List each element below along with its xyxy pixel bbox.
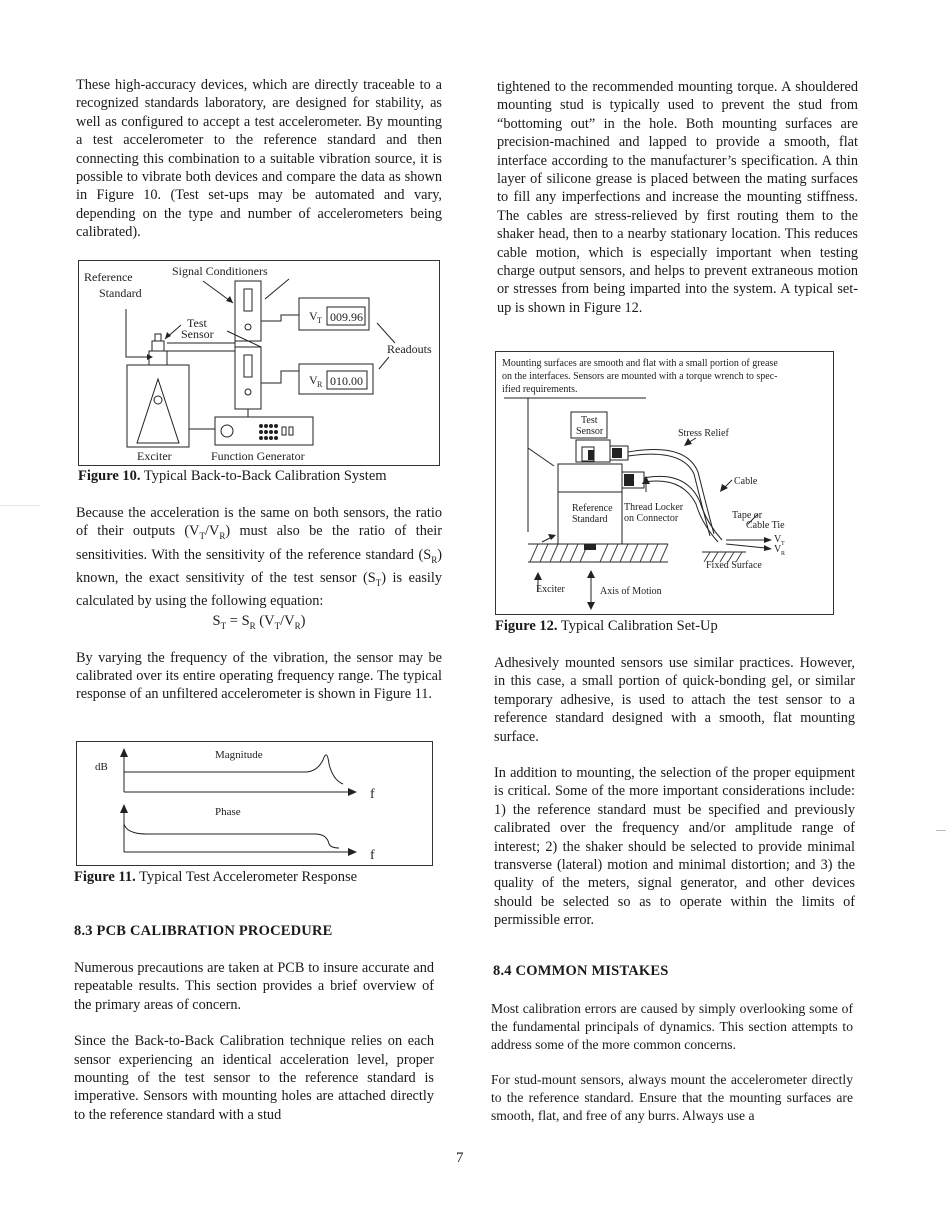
cable-label: Cable bbox=[734, 476, 758, 487]
right-column bbox=[497, 78, 858, 317]
phase-label: Phase bbox=[215, 806, 241, 818]
axis-of-motion-label: Axis of Motion bbox=[600, 586, 662, 597]
response-graph bbox=[77, 742, 432, 865]
paragraph-ratio: Because the acceleration is the same on both sensors, the ratio of their outputs $(V_T/V_R)$ must also be the ratio of their sensitivities. With the sensitivity of the reference standard $(S_R)$ known, the exact sensitivity of the test sensor $(S_T)$ is easily calculated by using the following equation: bbox=[76, 505, 442, 610]
signal-conditioners-label: Signal Conditioners bbox=[172, 264, 268, 278]
left-column-middle bbox=[76, 504, 442, 704]
left-column bbox=[76, 76, 442, 242]
paragraph-adhesive: Adhesively mounted sensors use similar practices. However, in this case, a small portion of quick-bonding gel, or similar temporary adhesive, is used to attach the test sensor to a reference standard designed with a smooth, flat mounting surface. bbox=[494, 655, 855, 745]
figure-11-caption: Figure 11. Typical Test Accelerometer Response bbox=[74, 869, 358, 885]
f-axis-label-1: f bbox=[370, 787, 375, 802]
paragraph-equipment: In addition to mounting, the selection of the proper equipment is critical. Some of the more important considerations include: 1) the reference standard must be specified and previously calibrated over the frequency and/or amplitude range of interest; 2) the shaker should be selected to provide minimal transverse (lateral) motion and minimal distortion; and 3) the quality of the meters, signal generator, and other devices should be selected so as to operate within the limits of permissible error. bbox=[494, 765, 855, 929]
paragraph-mounting: tightened to the recommended mounting torque. A shouldered mounting stud is typically used to prevent the stud from “bottoming out” in the hole. Both mounting surfaces are precision-machined and lapped to provide a smooth, flat interface according to the manufacturer’s specification. A thin layer of silicone grease is placed between the mating surfaces to fill any imperfections and increase the mounting stiffness. The cables are stress-relieved by first routing them to the shaker head, then to a nearby stationary location. This reduces cable motion, which is especially important when testing charge output sensors, and helps to prevent extraneous motion or stresses from being imparted into the system. A typical set-up is shown in Figure 12. bbox=[497, 79, 858, 316]
paragraph-stud-mount: For stud-mount sensors, always mount the accelerometer directly to the reference standard. Ensure that the mounting surfaces are smooth, flat, and free of any burrs. Always use a bbox=[491, 1072, 853, 1123]
figure-12-caption: Figure 12. Typical Calibration Set-Up bbox=[495, 618, 718, 634]
left-column-bottom bbox=[74, 959, 434, 1124]
fig12-vr-label: V bbox=[774, 544, 782, 555]
on-connector-label: on Connector bbox=[624, 513, 679, 524]
scan-edge-mark bbox=[936, 830, 946, 831]
figure-12-diagram bbox=[495, 351, 834, 615]
test-label: Test bbox=[187, 316, 207, 330]
paragraph-frequency: By varying the frequency of the vibration, the sensor may be calibrated over its entire operating frequency range. The typical response of an unfiltered accelerometer is shown in Figure 11. bbox=[76, 649, 442, 703]
fig12-vt-label: V bbox=[774, 534, 782, 545]
paragraph-precautions: Numerous precautions are taken at PCB to insure accurate and repeatable results. This section provides a brief overview of the primary areas of concern. bbox=[74, 960, 434, 1013]
vt-sub: T bbox=[317, 316, 322, 325]
section-heading-8-3: 8.3 PCB CALIBRATION PROCEDURE bbox=[74, 923, 333, 939]
tape-or-label: Tape or bbox=[732, 510, 763, 521]
page-number: 7 bbox=[456, 1150, 464, 1166]
figure-10-diagram bbox=[78, 260, 440, 466]
section-heading-8-4: 8.4 COMMON MISTAKES bbox=[493, 963, 669, 979]
standard-label: Standard bbox=[99, 286, 142, 300]
sensitivity-equation: $S_T = S_R$ $(V_T/V_R)$ bbox=[212, 612, 306, 631]
figure-10-caption: Figure 10. Typical Back-to-Back Calibration System bbox=[78, 468, 387, 484]
fig12-sensor-label: Sensor bbox=[576, 426, 604, 437]
function-generator-label: Function Generator bbox=[211, 449, 305, 463]
vr-sub: R bbox=[317, 380, 323, 389]
note-line-1: Mounting surfaces are smooth and flat with a small portion of grease bbox=[502, 358, 778, 369]
magnitude-label: Magnitude bbox=[215, 749, 263, 761]
vt-readout-value: 009.96 bbox=[330, 310, 363, 324]
db-label: dB bbox=[95, 761, 108, 773]
fig12-standard-label: Standard bbox=[572, 514, 608, 525]
vt-label: V bbox=[309, 309, 318, 323]
f-axis-label-2: f bbox=[370, 848, 375, 863]
exciter-triangle bbox=[137, 379, 179, 443]
cable-tie-label: Cable Tie bbox=[746, 520, 785, 531]
paragraph-back-to-back: Since the Back-to-Back Calibration technique relies on each sensor experiencing an identical acceleration level, proper mounting of the test sensor to the reference standard is imperative. Sensors with mounting holes are attached directly to the reference standard with a stud bbox=[74, 1033, 434, 1123]
fig12-test-label: Test bbox=[581, 415, 598, 426]
fig12-reference-label: Reference bbox=[572, 503, 613, 514]
stress-relief-label: Stress Relief bbox=[678, 428, 729, 439]
reference-label: Reference bbox=[84, 270, 133, 284]
sensor-label: Sensor bbox=[181, 327, 214, 341]
figure-11-diagram bbox=[76, 741, 433, 866]
phase-curve bbox=[124, 824, 339, 848]
paragraph-errors: Most calibration errors are caused by simply overlooking some of the fundamental principals of dynamics. This section attempts to address some of the more common concerns. bbox=[491, 1001, 853, 1052]
vr-readout-value: 010.00 bbox=[330, 374, 363, 388]
readouts-label: Readouts bbox=[387, 342, 432, 356]
back-to-back-diagram bbox=[79, 261, 439, 465]
exciter-label: Exciter bbox=[137, 449, 172, 463]
paragraph-intro: These high-accuracy devices, which are directly traceable to a recognized standards laboratory, are designed for stability, as well as configured to accept a test accelerometer. By mounting a test accelerometer to the reference standard and then connecting this combination to a suitable vibration source, it is possible to vibrate both devices and compare the data as shown in Figure 10. (Test set-ups may be automated and vary, depending on the type and number of accelerometers being calibrated). bbox=[76, 77, 442, 241]
right-column-bottom bbox=[491, 1000, 853, 1125]
fig12-vt-sub: T bbox=[781, 541, 785, 547]
thread-locker-label: Thread Locker bbox=[624, 502, 684, 513]
calibration-setup-diagram bbox=[496, 352, 833, 614]
vr-label: V bbox=[309, 373, 318, 387]
fig12-exciter-label: Exciter bbox=[536, 584, 565, 595]
fig12-vr-sub: R bbox=[781, 551, 786, 557]
note-line-3: ified requirements. bbox=[502, 384, 578, 395]
exciter-box bbox=[127, 365, 189, 447]
note-line-2: on the interfaces. Sensors are mounted with a torque wrench to spec- bbox=[502, 371, 778, 382]
scan-edge-mark-left bbox=[0, 505, 40, 506]
right-column-middle bbox=[494, 654, 855, 930]
fixed-surface-label: Fixed Surface bbox=[706, 560, 762, 571]
